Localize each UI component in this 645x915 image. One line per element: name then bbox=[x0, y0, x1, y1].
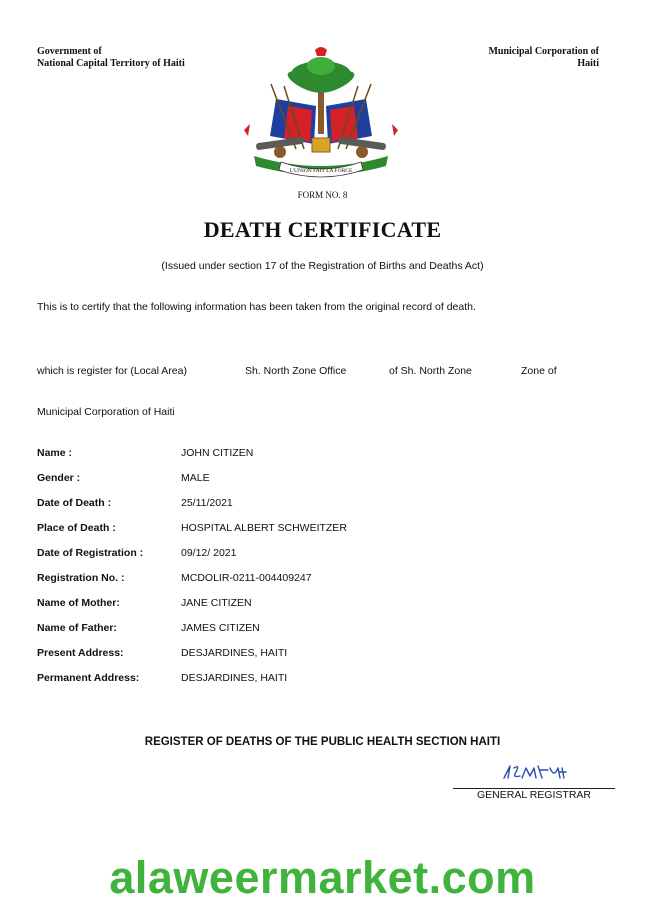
field-label: Date of Death : bbox=[37, 497, 112, 509]
register-of-deaths-heading: REGISTER OF DEATHS OF THE PUBLIC HEALTH SECTION HAITI bbox=[144, 736, 501, 748]
pennant-left-icon bbox=[244, 124, 250, 136]
field-label: Registration No. : bbox=[37, 572, 125, 584]
issued-under-text: (Issued under section 17 of the Registration of Births and Deaths Act) bbox=[161, 260, 484, 272]
liberty-cap-icon bbox=[315, 47, 327, 56]
registration-line-of: of Sh. North Zone bbox=[389, 365, 472, 377]
field-label: Present Address: bbox=[37, 647, 124, 659]
registrar-signature bbox=[500, 760, 570, 784]
registration-line-zone-of: Zone of bbox=[521, 365, 557, 377]
field-label: Name : bbox=[37, 447, 73, 459]
field-value: DESJARDINES, HAITI bbox=[181, 647, 288, 659]
header-left bbox=[37, 46, 185, 70]
field-value: 09/12/ 2021 bbox=[181, 547, 237, 559]
pennant-right-icon bbox=[392, 124, 398, 136]
field-value: JOHN CITIZEN bbox=[181, 447, 254, 459]
certify-statement: This is to certify that the following information has been taken from the original record of death. bbox=[37, 301, 476, 313]
watermark-text: alaweermarket.com bbox=[109, 852, 536, 903]
field-label: Name of Father: bbox=[37, 622, 117, 634]
field-value: JAMES CITIZEN bbox=[181, 622, 260, 634]
header-left-line2: National Capital Territory of Haiti bbox=[37, 58, 185, 69]
general-registrar-label: GENERAL REGISTRAR bbox=[477, 789, 591, 801]
field-label: Date of Registration : bbox=[37, 547, 144, 559]
form-number: FORM NO. 8 bbox=[297, 190, 348, 200]
certificate-title: DEATH CERTIFICATE bbox=[203, 217, 442, 242]
field-value: HOSPITAL ALBERT SCHWEITZER bbox=[181, 522, 347, 534]
field-label: Permanent Address: bbox=[37, 672, 140, 684]
field-value: MCDOLIR-0211-004409247 bbox=[181, 572, 312, 584]
field-value: 25/11/2021 bbox=[181, 497, 233, 509]
palm-fronds-icon bbox=[285, 57, 357, 97]
header-right-line1: Municipal Corporation of bbox=[488, 46, 599, 57]
field-value: MALE bbox=[181, 472, 210, 484]
municipal-corporation-text: Municipal Corporation of Haiti bbox=[37, 406, 175, 418]
header-right bbox=[488, 46, 599, 70]
field-value: DESJARDINES, HAITI bbox=[181, 672, 288, 684]
registration-line-office: Sh. North Zone Office bbox=[245, 365, 347, 377]
motto-text: L'UNION FAIT LA FORCE bbox=[289, 168, 353, 174]
coat-of-arms-emblem bbox=[236, 44, 406, 180]
field-label: Place of Death : bbox=[37, 522, 116, 534]
field-label: Name of Mother: bbox=[37, 597, 120, 609]
header-right-line2: Haiti bbox=[577, 58, 599, 69]
drum-icon bbox=[312, 138, 330, 152]
field-value: JANE CITIZEN bbox=[181, 597, 252, 609]
header-left-line1: Government of bbox=[37, 46, 102, 57]
registration-line-prefix: which is register for (Local Area) bbox=[37, 365, 187, 377]
field-label: Gender : bbox=[37, 472, 81, 484]
